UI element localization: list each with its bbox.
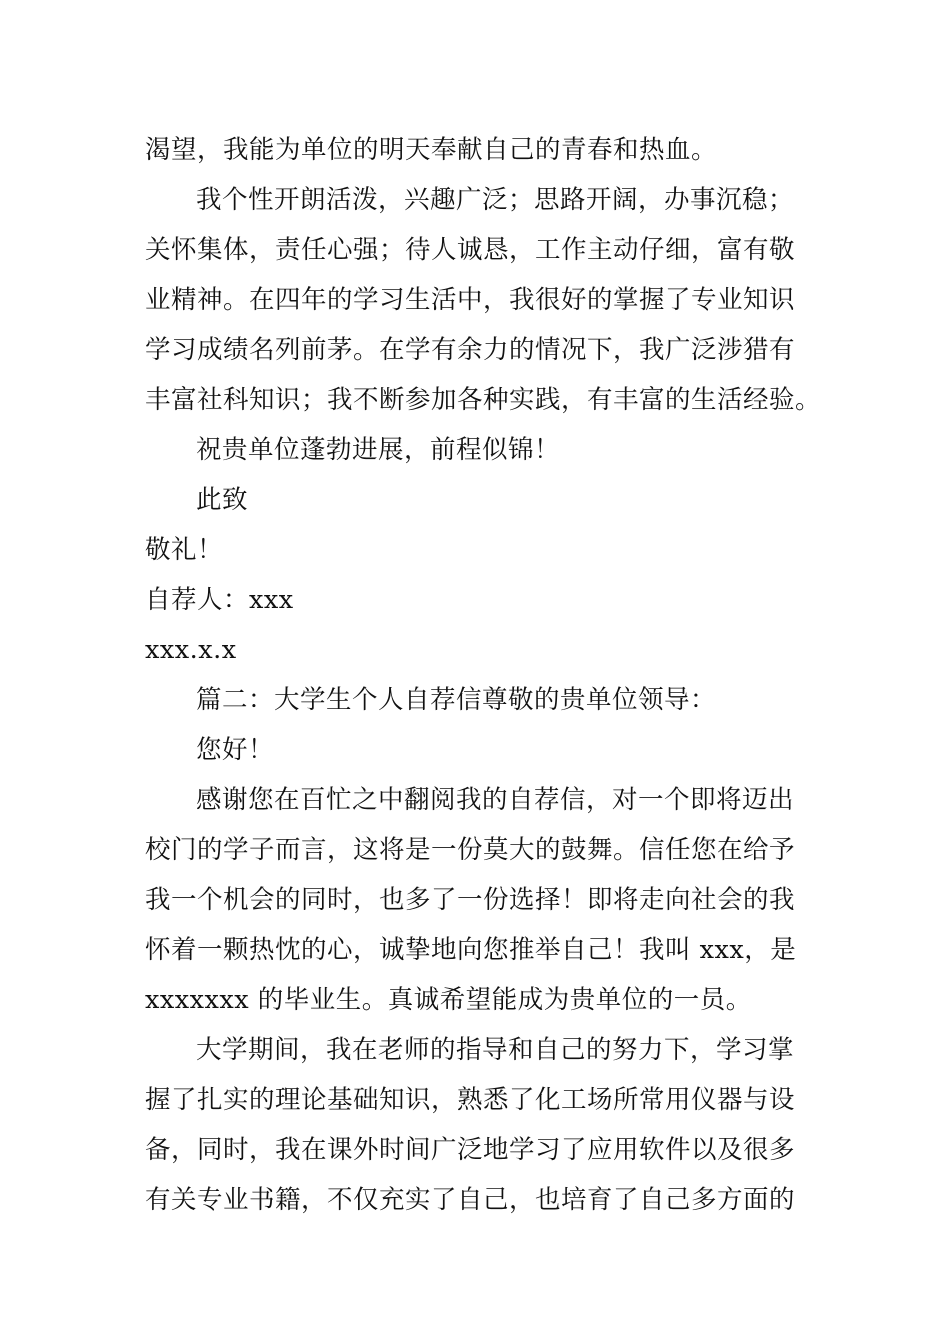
paragraph-line: xxxxxxx 的毕业生。真诚希望能成为贵单位的一员。 xyxy=(145,985,752,1015)
paragraph-line: 怀着一颗热忱的心，诚挚地向您推举自己！我叫 xxx，是 xyxy=(145,935,797,965)
paragraph-line: 业精神。在四年的学习生活中，我很好的掌握了专业知识 xyxy=(145,285,796,315)
paragraph-line: 学习成绩名列前茅。在学有余力的情况下，我广泛涉猎有 xyxy=(145,335,796,365)
paragraph-line: 丰富社科知识；我不断参加各种实践，有丰富的生活经验。 xyxy=(145,385,822,415)
paragraph-line: 大学期间，我在老师的指导和自己的努力下，学习掌 xyxy=(196,1035,795,1065)
paragraph-line: 握了扎实的理论基础知识，熟悉了化工场所常用仪器与设 xyxy=(145,1085,796,1115)
greeting: 您好！ xyxy=(196,735,275,765)
closing-wish: 祝贵单位蓬勃进展，前程似锦！ xyxy=(196,435,561,465)
paragraph-line: 关怀集体，责任心强；待人诚恳，工作主动仔细，富有敬 xyxy=(145,235,796,265)
section-heading: 篇二：大学生个人自荐信尊敬的贵单位领导： xyxy=(196,685,717,715)
paragraph-line: 有关专业书籍，不仅充实了自己，也培育了自己多方面的 xyxy=(145,1185,796,1215)
paragraph-line: 校门的学子而言，这将是一份莫大的鼓舞。信任您在给予 xyxy=(145,835,796,865)
paragraph-line: 感谢您在百忙之中翻阅我的自荐信，对一个即将迈出 xyxy=(196,785,795,815)
paragraph-line: 我个性开朗活泼，兴趣广泛；思路开阔，办事沉稳； xyxy=(196,185,795,215)
salutation-cizhi: 此致 xyxy=(196,485,249,515)
salutation-jingli: 敬礼！ xyxy=(145,535,224,565)
paragraph-line: 我一个机会的同时，也多了一份选择！即将走向社会的我 xyxy=(145,885,796,915)
paragraph-line: 渴望，我能为单位的明天奉献自己的青春和热血。 xyxy=(145,135,718,165)
paragraph-line: 备，同时，我在课外时间广泛地学习了应用软件以及很多 xyxy=(145,1135,796,1165)
signature: 自荐人：xxx xyxy=(145,585,294,615)
date: xxx.x.x xyxy=(145,635,237,665)
